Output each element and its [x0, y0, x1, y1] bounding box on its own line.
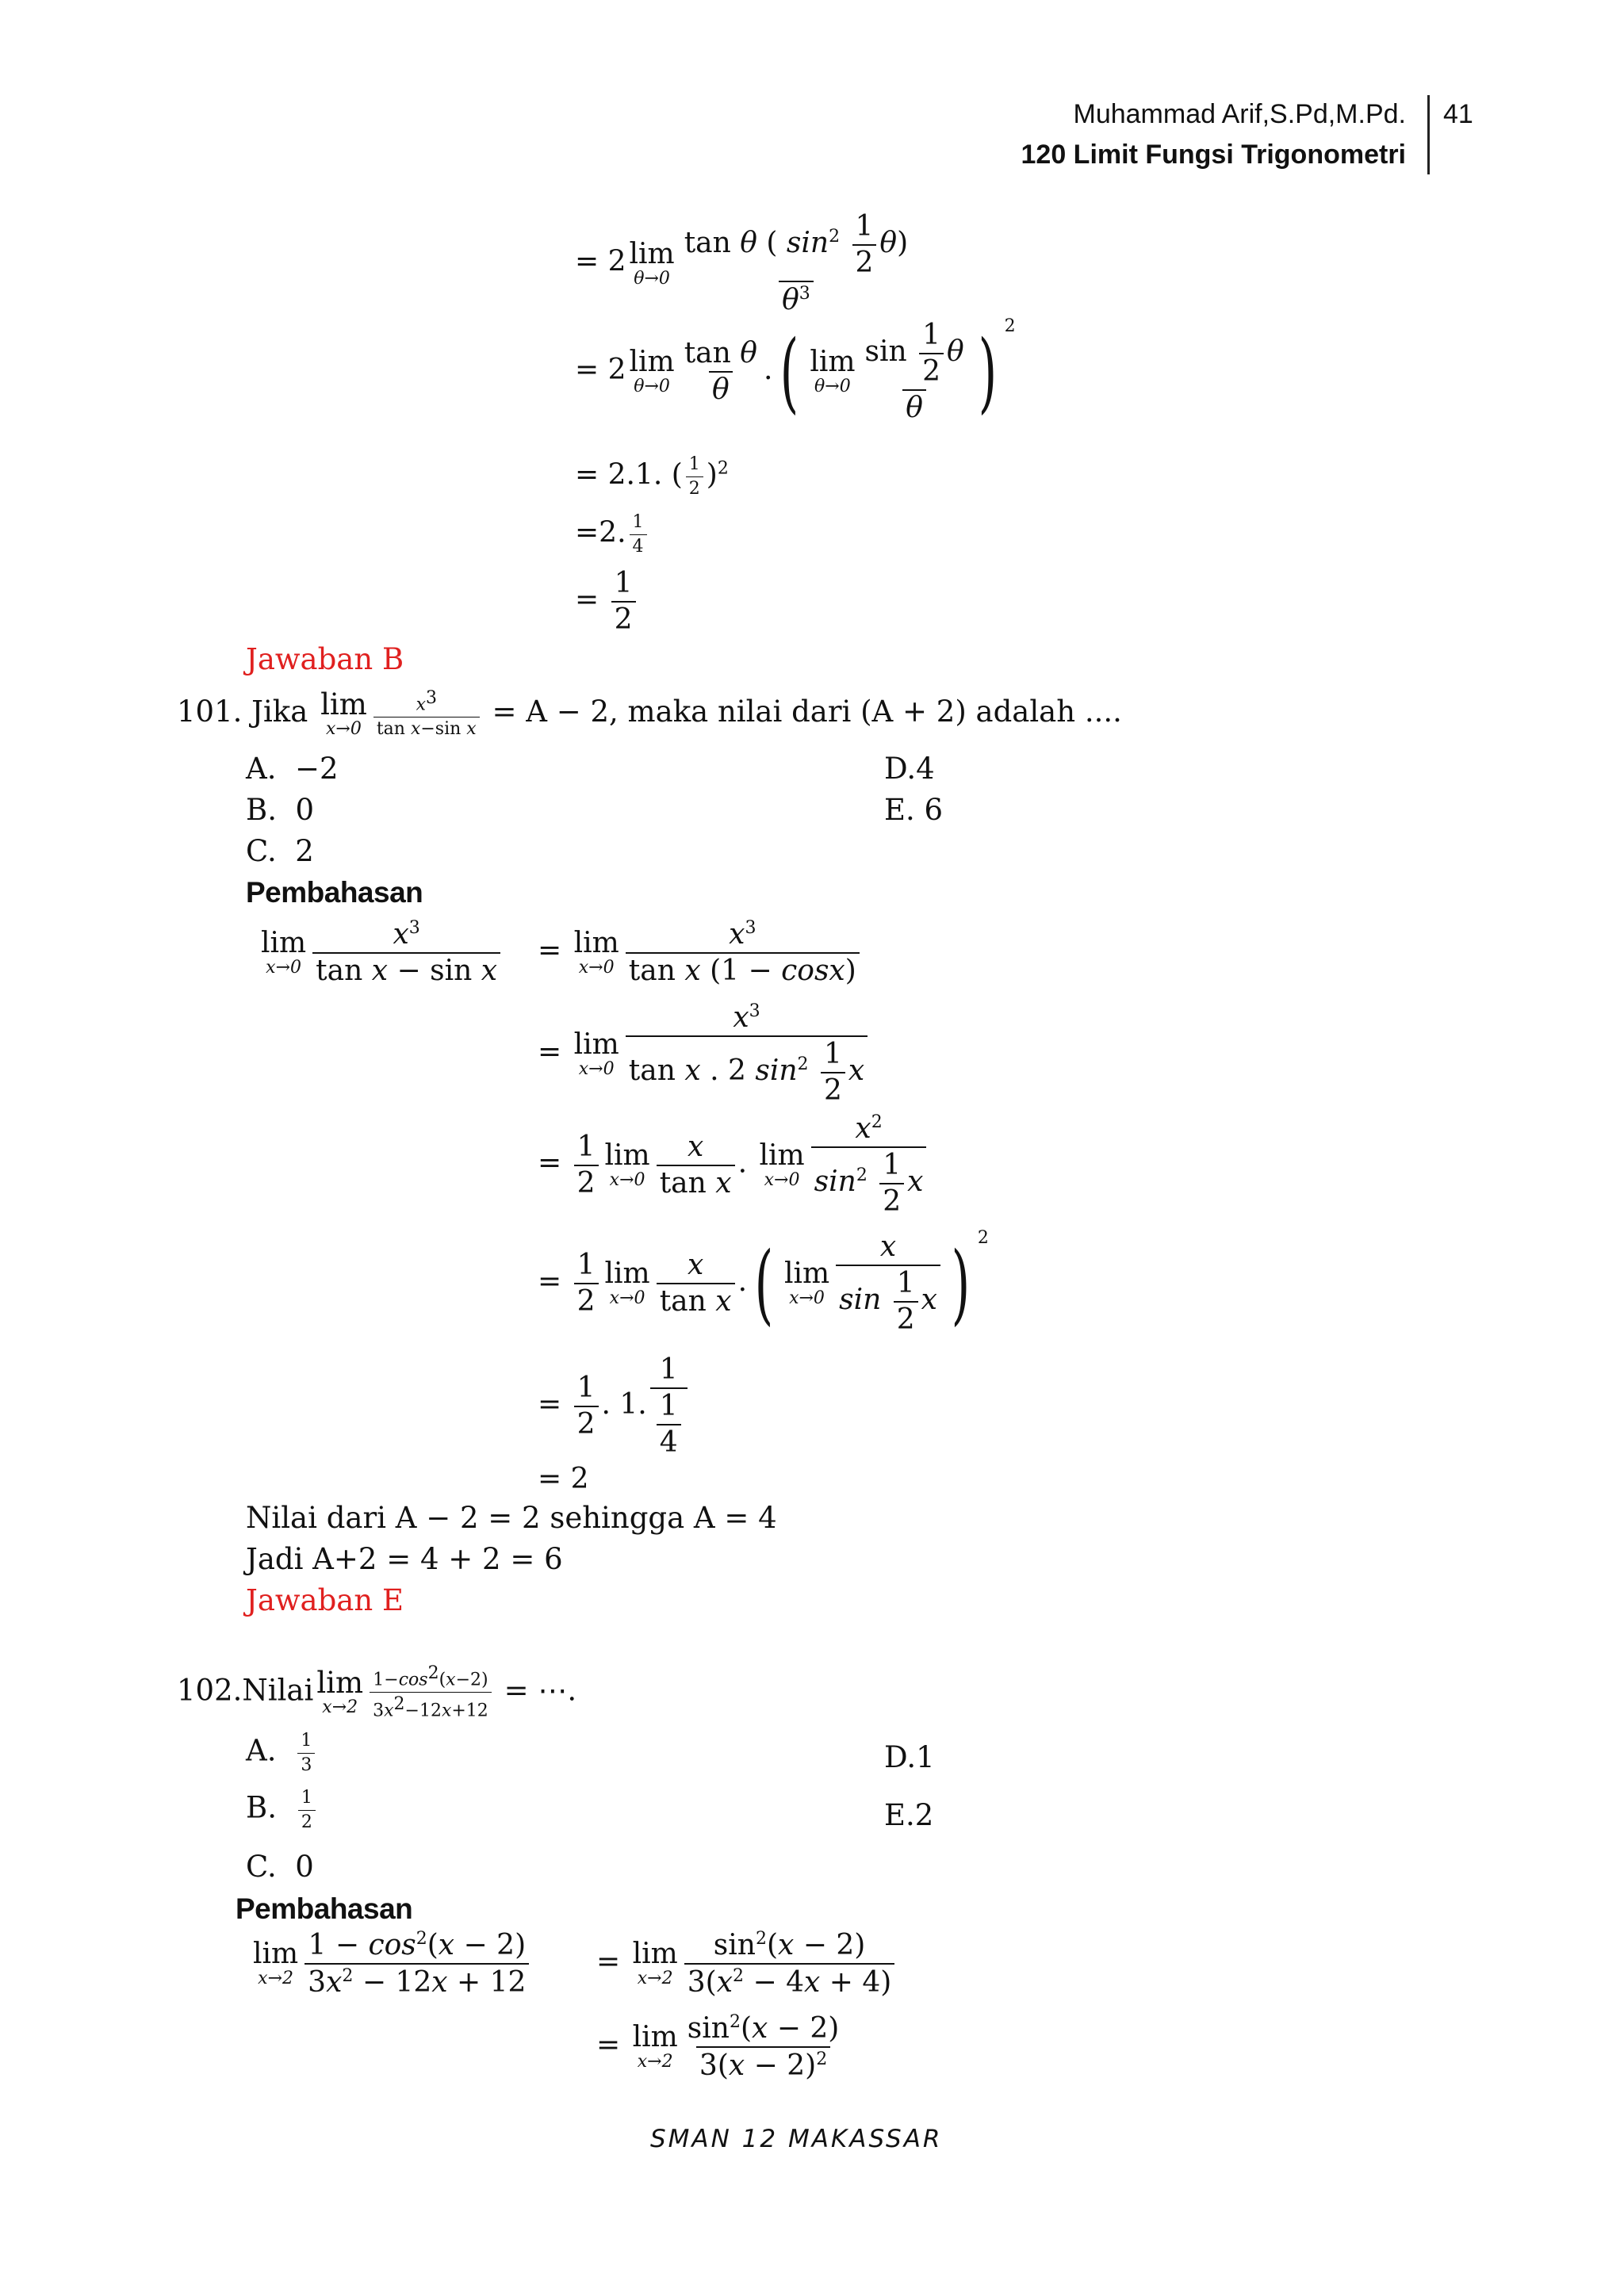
q102-tail: = ⋯. — [504, 1673, 577, 1708]
q102-number: 102.Nilai — [177, 1673, 314, 1708]
q101-step-5: = $\frac{1}{2}$ . 1. $\frac{1}{\frac{1}{4}}$ — [538, 1356, 691, 1457]
q102-option-e: E.2 — [884, 1798, 934, 1832]
footer-school: SMAN 12 MAKASSAR — [650, 2125, 943, 2153]
q101-condition: = A − 2, maka nilai dari (A + 2) adalah .... — [492, 695, 1122, 729]
q102-solution-heading: Pembahasan — [236, 1892, 413, 1925]
q102-solution-lhs: lim x→2 $\frac{1 - \cos^2(x - 2)}{3x^2 - 12x + 12}$ — [250, 1931, 532, 1997]
q102-option-d: D.1 — [884, 1740, 935, 1774]
q101-option-d: D.4 — [884, 752, 935, 786]
q101-step-6: = 2 — [538, 1463, 589, 1495]
q101-result-1: Nilai dari A − 2 = 2 sehingga A = 4 — [246, 1501, 777, 1535]
q101-option-c: C. 2 — [246, 834, 314, 868]
q101-result-2: Jadi A+2 = 4 + 2 = 6 — [246, 1542, 563, 1576]
q102-option-b: B. $\frac{1}{2}$ — [246, 1789, 319, 1831]
q101-statement: 101. Jika lim x→0 $\frac{x^3}{\text{tan x−sin x}}$ = A − 2, maka nilai dari (A + 2) adalah .... — [177, 687, 1122, 740]
q101-solution-lhs: lim x→0 $\frac{x^3}{\text{tan x − sin x}}$ — [258, 920, 504, 985]
q101-solution-heading: Pembahasan — [246, 876, 423, 909]
q101-step-1: = lim x→0 $\frac{x^3}{\text{tan x (1 − cosx)}}$ — [538, 920, 863, 985]
prev-step-5: = $\frac{1}{2}$ — [575, 569, 639, 634]
q101-step-2: = lim x→0 $x^3$ tan x . 2 $\sin^2$ $\frac{1}{2}$ x — [538, 1003, 871, 1105]
header-author: Muhammad Arif,S.Pd,M.Pd. — [1073, 99, 1406, 129]
page-number: 41 — [1443, 99, 1473, 129]
q101-option-e: E. 6 — [884, 793, 944, 827]
q102-step-1: = lim x→2 $\frac{\sin^2(x - 2)}{3(x^2 - 4x + 4)}$ — [596, 1931, 898, 1997]
prev-step-1: = 2 lim θ→0 tan θ ( $\sin^2$ $\frac{1}{2}$ θ) $\theta^3$ — [575, 210, 909, 316]
q101-step-4: = $\frac{1}{2}$ lim x→0 $\frac{x}{\text{tan x}}$ .( lim x→0 x sin $\frac{1}{2}$ x ) $^2$ — [538, 1228, 989, 1336]
prev-step-4: =2. $\frac{1}{4}$ — [575, 514, 650, 556]
header-divider — [1427, 95, 1430, 174]
q102-step-2: = lim x→2 $\frac{\sin^2(x - 2)}{3(x - 2)^2}$ — [596, 2012, 840, 2082]
prev-answer: Jawaban B — [246, 642, 404, 676]
q101-step-3: = $\frac{1}{2}$ lim x→0 $\frac{x}{\text{tan x}}$ . lim x→0 $x^2$ $\sin^2$ $\frac{1}{2}$ x — [538, 1114, 929, 1216]
q102-statement: 102.Nilai lim x→2 $\frac{1-\cos^2(x-2)}{3x^2-12x+12}$ = ⋯. — [177, 1663, 577, 1721]
header-book-title: 120 Limit Fungsi Trigonometri — [1021, 140, 1406, 170]
q101-option-b: B. 0 — [246, 793, 315, 827]
prev-step-3: = 2.1. ( $\frac{1}{2}$ )$^2$ — [575, 454, 729, 499]
q101-number: 101. Jika — [177, 695, 308, 729]
q101-option-a: A. −2 — [246, 752, 339, 786]
prev-step-2: = 2 lim θ→0 $\frac{\text{tan θ}}{\theta}$ .( lim θ→0 sin $\frac{1}{2}$ θ θ ) $^2$ — [575, 316, 1016, 424]
q101-answer: Jawaban E — [246, 1583, 404, 1617]
q102-option-c: C. 0 — [246, 1850, 314, 1884]
q102-option-a: A. $\frac{1}{3}$ — [246, 1732, 318, 1774]
